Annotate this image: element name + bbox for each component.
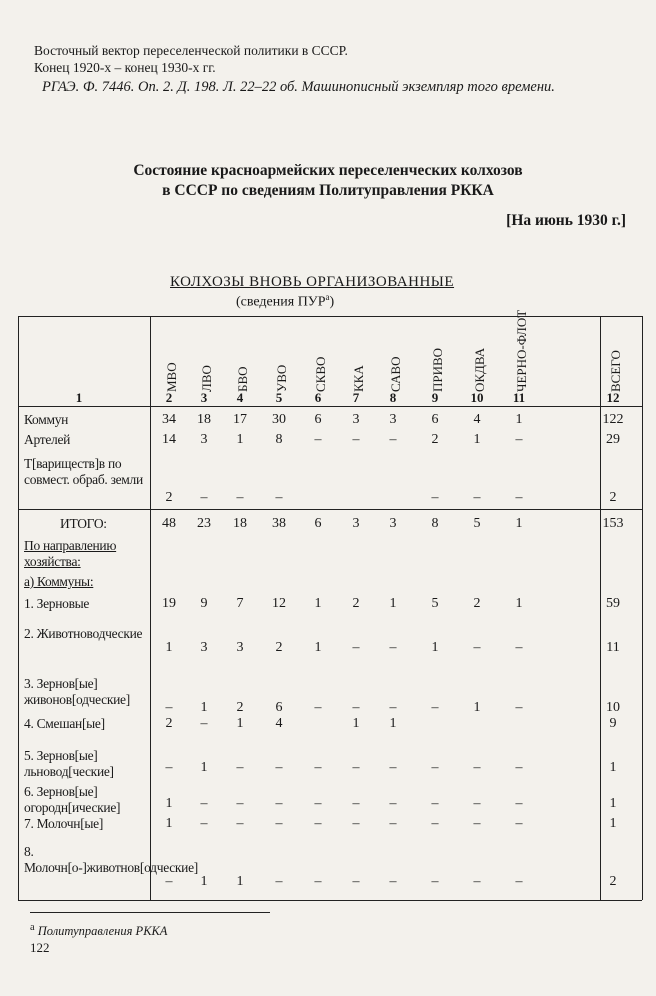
table-cell: – xyxy=(515,760,523,775)
row-label: Артелей xyxy=(24,432,71,447)
table-cell: 1 xyxy=(609,816,617,831)
table-cell: 4 xyxy=(275,716,283,731)
table-cell: 1 xyxy=(314,640,322,655)
row-label: ИТОГО: xyxy=(60,516,107,531)
table-cell: 1 xyxy=(200,874,208,889)
table-cell: 2 xyxy=(473,596,481,611)
table-cell: 34 xyxy=(162,412,176,427)
column-header: ЧЕРНО-ФЛОТ xyxy=(514,309,529,392)
table-cell: – xyxy=(431,490,439,505)
archive-reference: РГАЭ. Ф. 7446. Оп. 2. Д. 198. Л. 22–22 об. Машинописный экземпляр того времени. xyxy=(42,79,555,95)
table-cell: – xyxy=(473,796,481,811)
table-cell: 153 xyxy=(602,516,624,531)
table-cell: – xyxy=(473,874,481,889)
table-cell: – xyxy=(236,796,244,811)
column-header: СКВО xyxy=(313,356,328,392)
table-cell: 48 xyxy=(162,516,176,531)
table-cell: – xyxy=(200,716,208,731)
table-cell: 8 xyxy=(275,432,283,447)
column-header: ВСЕГО xyxy=(608,350,623,392)
table-left-rule xyxy=(18,316,19,900)
table-cell: 14 xyxy=(162,432,176,447)
table-cell: 59 xyxy=(606,596,620,611)
table-cell: 6 xyxy=(431,412,439,427)
table-cell: – xyxy=(352,432,360,447)
column-number: 9 xyxy=(431,390,439,405)
table-cell: 3 xyxy=(389,516,397,531)
row-label: 4. Смешан[ые] xyxy=(24,716,105,731)
column-number: 1 xyxy=(75,390,83,405)
table-cell: – xyxy=(200,490,208,505)
table-cell: 18 xyxy=(233,516,247,531)
table-cell: 1 xyxy=(389,596,397,611)
table-cell: 1 xyxy=(431,640,439,655)
table-cell: 2 xyxy=(236,700,244,715)
table-cell: – xyxy=(515,640,523,655)
table-cell: – xyxy=(314,796,322,811)
table-cell: – xyxy=(473,760,481,775)
column-number: 5 xyxy=(275,390,283,405)
row-label: Т[вариществ]в по совмест. обраб. земли xyxy=(24,456,143,487)
table-cell: 1 xyxy=(165,816,173,831)
table-cell: – xyxy=(236,490,244,505)
title-line-1: Состояние красноармейских переселенческих колхозов xyxy=(133,162,523,179)
table-cell: 1 xyxy=(473,700,481,715)
table-cell: – xyxy=(515,432,523,447)
column-number: 8 xyxy=(389,390,397,405)
table-cell: – xyxy=(431,700,439,715)
table-cell: 9 xyxy=(200,596,208,611)
running-head-line-2: Конец 1920-х – конец 1930-х гг. xyxy=(34,60,216,75)
table-cell: 6 xyxy=(314,412,322,427)
row-label: 2. Животноводческие xyxy=(24,626,143,641)
row-label: По направлению хозяйства: xyxy=(24,538,117,569)
row-label: 8. Молочн[о-]животнов[одческие] xyxy=(24,844,198,875)
table-cell: – xyxy=(165,760,173,775)
column-number: 6 xyxy=(314,390,322,405)
table-cell: 4 xyxy=(473,412,481,427)
footnote-rule xyxy=(30,912,270,913)
table-cell: 2 xyxy=(352,596,360,611)
table-cell: 3 xyxy=(200,432,208,447)
table-cell: – xyxy=(275,816,283,831)
table-cell: – xyxy=(473,816,481,831)
table-cell: – xyxy=(314,816,322,831)
table-cell: – xyxy=(389,874,397,889)
table-cell: – xyxy=(275,796,283,811)
table-cell: 1 xyxy=(200,760,208,775)
table-cell: 17 xyxy=(233,412,247,427)
table-cell: 1 xyxy=(515,596,523,611)
table-cell: 1 xyxy=(236,874,244,889)
table-cell: – xyxy=(200,816,208,831)
column-header: ОКДВА xyxy=(472,347,487,392)
table-cell: – xyxy=(473,490,481,505)
column-header: ПРИВО xyxy=(430,347,445,392)
table-cell: – xyxy=(431,760,439,775)
table-cell: 1 xyxy=(165,640,173,655)
table-cell: 1 xyxy=(389,716,397,731)
table-right-rule xyxy=(642,316,643,900)
table-cell: – xyxy=(473,640,481,655)
table-bottom-rule xyxy=(18,900,642,901)
row-label: 3. Зернов[ые] живонов[одческие] xyxy=(24,676,130,707)
table-cell: 1 xyxy=(314,596,322,611)
table-top-rule xyxy=(18,316,642,317)
table-cell: 30 xyxy=(272,412,286,427)
table-cell: – xyxy=(314,700,322,715)
table-cell: – xyxy=(515,700,523,715)
column-header: ЛВО xyxy=(199,365,214,392)
table-cell: 6 xyxy=(275,700,283,715)
row-label: 5. Зернов[ые] льновод[ческие] xyxy=(24,748,114,779)
column-header: САВО xyxy=(388,356,403,392)
column-header: УВО xyxy=(274,364,289,392)
row-label: 1. Зерновые xyxy=(24,596,90,611)
date-note: [На июнь 1930 г.] xyxy=(506,212,626,229)
column-number: 4 xyxy=(236,390,244,405)
table-cell: 2 xyxy=(165,716,173,731)
table-cell: 1 xyxy=(352,716,360,731)
table-cell: – xyxy=(275,490,283,505)
table-cell: 5 xyxy=(473,516,481,531)
table-cell: 23 xyxy=(197,516,211,531)
column-number: 10 xyxy=(470,390,484,405)
row-label: Коммун xyxy=(24,412,69,427)
table-cell: 1 xyxy=(609,760,617,775)
table-cell: – xyxy=(275,874,283,889)
table-heading: КОЛХОЗЫ ВНОВЬ ОРГАНИЗОВАННЫЕ xyxy=(170,274,455,290)
table-cell: 3 xyxy=(236,640,244,655)
table-cell: 1 xyxy=(200,700,208,715)
table-cell: 6 xyxy=(314,516,322,531)
table-cell: 2 xyxy=(431,432,439,447)
table-cell: – xyxy=(352,640,360,655)
table-cell: – xyxy=(165,700,173,715)
table-cell: 3 xyxy=(352,412,360,427)
table-cell: – xyxy=(389,432,397,447)
row-label: 6. Зернов[ые] огородн[ические] xyxy=(24,784,121,815)
table-cell: – xyxy=(165,874,173,889)
page-number: 122 xyxy=(30,940,50,955)
table-cell: 9 xyxy=(609,716,617,731)
table-cell: – xyxy=(515,796,523,811)
table-cell: – xyxy=(389,640,397,655)
table-cell: 11 xyxy=(606,640,620,655)
table-cell: – xyxy=(515,490,523,505)
table-cell: 38 xyxy=(272,516,286,531)
table-cell: 122 xyxy=(602,412,624,427)
running-head-line-1: Восточный вектор переселенческой политики в СССР. xyxy=(34,43,348,58)
column-number: 3 xyxy=(200,390,208,405)
table-cell: – xyxy=(389,760,397,775)
table-cell: – xyxy=(352,874,360,889)
table-cell: 1 xyxy=(515,412,523,427)
header-rule xyxy=(18,406,642,407)
table-cell: 1 xyxy=(165,796,173,811)
footnote: $^а$ Политуправления РККА xyxy=(30,922,168,939)
table-cell: 12 xyxy=(272,596,286,611)
table-cell: 1 xyxy=(236,432,244,447)
table-cell: 1 xyxy=(473,432,481,447)
table-cell: – xyxy=(431,796,439,811)
title-line-2: в СССР по сведениям Политуправления РККА xyxy=(162,182,494,199)
table-cell: – xyxy=(314,874,322,889)
row-label: 7. Молочн[ые] xyxy=(24,816,104,831)
table-cell: 5 xyxy=(431,596,439,611)
table-cell: 2 xyxy=(275,640,283,655)
table-subheading: (сведения $ПУР^а$) xyxy=(236,292,335,310)
footnote-marker: а xyxy=(325,292,330,302)
table-cell: 3 xyxy=(352,516,360,531)
table-cell: 2 xyxy=(165,490,173,505)
table-cell: – xyxy=(515,874,523,889)
table-cell: – xyxy=(389,700,397,715)
table-cell: 1 xyxy=(609,796,617,811)
table-cell: 1 xyxy=(236,716,244,731)
table-cell: 29 xyxy=(606,432,620,447)
column-number: 12 xyxy=(606,390,620,405)
table-cell: – xyxy=(352,816,360,831)
table-cell: – xyxy=(352,796,360,811)
table-cell: 2 xyxy=(609,874,617,889)
table-cell: – xyxy=(275,760,283,775)
table-cell: – xyxy=(389,816,397,831)
table-cell: 1 xyxy=(515,516,523,531)
table-cell: 7 xyxy=(236,596,244,611)
table-cell: 3 xyxy=(389,412,397,427)
table-cell: – xyxy=(236,816,244,831)
table-cell: – xyxy=(389,796,397,811)
table-cell: 3 xyxy=(200,640,208,655)
table-cell: – xyxy=(314,760,322,775)
table-cell: – xyxy=(431,816,439,831)
table-cell: – xyxy=(352,700,360,715)
table-cell: 10 xyxy=(606,700,620,715)
column-header: БВО xyxy=(235,366,250,392)
table-cell: – xyxy=(236,760,244,775)
table-cell: 19 xyxy=(162,596,176,611)
table-cell: 2 xyxy=(609,490,617,505)
row-label: а) Коммуны: xyxy=(24,574,94,589)
total-rule xyxy=(18,509,642,510)
column-header: МВО xyxy=(164,362,179,392)
column-number: 7 xyxy=(352,390,360,405)
table-cell: – xyxy=(352,760,360,775)
column-number: 2 xyxy=(165,390,173,405)
table-cell: 18 xyxy=(197,412,211,427)
table-cell: – xyxy=(431,874,439,889)
table-cell: 8 xyxy=(431,516,439,531)
table-cell: – xyxy=(515,816,523,831)
table-cell: – xyxy=(314,432,322,447)
table-cell: – xyxy=(200,796,208,811)
column-number: 11 xyxy=(512,390,526,405)
column-header: ККА xyxy=(351,365,366,392)
